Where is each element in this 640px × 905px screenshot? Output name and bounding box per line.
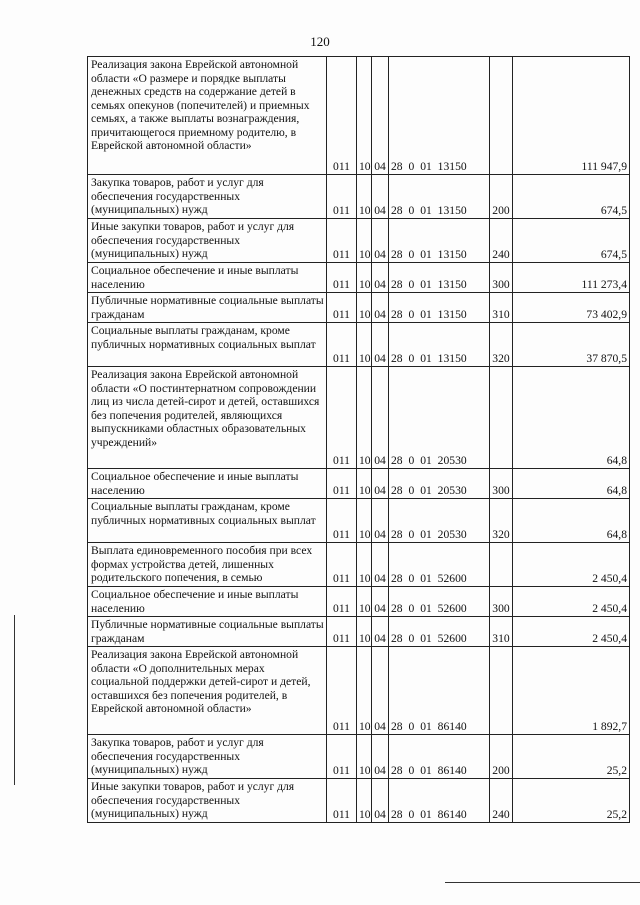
- table-row: [88, 367, 630, 469]
- ministry-code: 011: [327, 219, 357, 263]
- target-article-code: 28 0 01 86140: [389, 779, 490, 823]
- ministry-code: 011: [327, 293, 357, 323]
- ministry-code: 011: [327, 647, 357, 735]
- table-row: [88, 735, 630, 779]
- row-amount: 73 402,9: [513, 293, 630, 323]
- row-amount: 37 870,5: [513, 323, 630, 367]
- target-article-code: 28 0 01 20530: [389, 469, 490, 499]
- expense-type-code: 320: [490, 499, 513, 543]
- row-name: Социальные выплаты гражданам, кроме публичных нормативных социальных выплат: [88, 323, 327, 367]
- ministry-code: 011: [327, 587, 357, 617]
- target-article-code: 28 0 01 13150: [389, 219, 490, 263]
- ministry-code: 011: [327, 735, 357, 779]
- table-row: [88, 323, 630, 367]
- table-row: [88, 617, 630, 647]
- ministry-code: 011: [327, 263, 357, 293]
- table-row: [88, 293, 630, 323]
- table-row: [88, 263, 630, 293]
- section-code: 10: [357, 57, 372, 175]
- target-article-code: 28 0 01 86140: [389, 735, 490, 779]
- row-name: Социальное обеспечение и иные выплаты населению: [88, 469, 327, 499]
- row-amount: 111 947,9: [513, 57, 630, 175]
- expense-type-code: 310: [490, 293, 513, 323]
- expense-type-code: [490, 647, 513, 735]
- subsection-code: 04: [372, 263, 389, 293]
- scan-edge-line: [14, 615, 15, 785]
- row-amount: 2 450,4: [513, 587, 630, 617]
- row-amount: 25,2: [513, 735, 630, 779]
- row-name: Закупка товаров, работ и услуг для обеспечения государственных (муниципальных) нужд: [88, 735, 327, 779]
- target-article-code: 28 0 01 20530: [389, 367, 490, 469]
- subsection-code: 04: [372, 617, 389, 647]
- target-article-code: 28 0 01 52600: [389, 543, 490, 587]
- table-row: [88, 57, 630, 175]
- table-row: [88, 469, 630, 499]
- row-name: Публичные нормативные социальные выплаты гражданам: [88, 293, 327, 323]
- subsection-code: 04: [372, 543, 389, 587]
- section-code: 10: [357, 323, 372, 367]
- expense-type-code: 320: [490, 323, 513, 367]
- expense-type-code: 300: [490, 469, 513, 499]
- subsection-code: 04: [372, 323, 389, 367]
- expense-type-code: [490, 57, 513, 175]
- target-article-code: 28 0 01 13150: [389, 175, 490, 219]
- subsection-code: 04: [372, 367, 389, 469]
- row-amount: 25,2: [513, 779, 630, 823]
- expense-type-code: 200: [490, 735, 513, 779]
- row-name: Закупка товаров, работ и услуг для обеспечения государственных (муниципальных) нужд: [88, 175, 327, 219]
- expense-type-code: 300: [490, 263, 513, 293]
- subsection-code: 04: [372, 779, 389, 823]
- row-name: Реализация закона Еврейской автономной области «О постинтернатном сопровождении лиц из числа детей-сирот и детей, оставшихся без попечения родителей, являющихся выпускниками областных образовательных учреждений»: [88, 367, 327, 469]
- section-code: 10: [357, 175, 372, 219]
- section-code: 10: [357, 219, 372, 263]
- subsection-code: 04: [372, 499, 389, 543]
- ministry-code: 011: [327, 367, 357, 469]
- subsection-code: 04: [372, 647, 389, 735]
- scan-bottom-line: [445, 882, 640, 883]
- row-name: Реализация закона Еврейской автономной области «О размере и порядке выплаты денежных средств на содержание детей в семьях опекунов (попечителей) и приемных семьях, а также выплаты вознаграждения, причитающегося приемному родителю, в Еврейской автономной области»: [88, 57, 327, 175]
- section-code: 10: [357, 469, 372, 499]
- page-number: 120: [310, 34, 330, 49]
- table-row: [88, 779, 630, 823]
- section-code: 10: [357, 367, 372, 469]
- expense-type-code: 300: [490, 587, 513, 617]
- row-amount: 64,8: [513, 499, 630, 543]
- expense-type-code: 310: [490, 617, 513, 647]
- expense-type-code: [490, 367, 513, 469]
- section-code: 10: [357, 779, 372, 823]
- section-code: 10: [357, 587, 372, 617]
- ministry-code: 011: [327, 323, 357, 367]
- subsection-code: 04: [372, 219, 389, 263]
- ministry-code: 011: [327, 57, 357, 175]
- row-amount: 2 450,4: [513, 617, 630, 647]
- ministry-code: 011: [327, 469, 357, 499]
- row-amount: 64,8: [513, 469, 630, 499]
- row-amount: 1 892,7: [513, 647, 630, 735]
- table-row: [88, 647, 630, 735]
- target-article-code: 28 0 01 13150: [389, 57, 490, 175]
- row-amount: 674,5: [513, 219, 630, 263]
- row-name: Социальные выплаты гражданам, кроме публичных нормативных социальных выплат: [88, 499, 327, 543]
- row-amount: 64,8: [513, 367, 630, 469]
- row-name: Иные закупки товаров, работ и услуг для обеспечения государственных (муниципальных) нужд: [88, 219, 327, 263]
- section-code: 10: [357, 293, 372, 323]
- expense-type-code: 200: [490, 175, 513, 219]
- target-article-code: 28 0 01 52600: [389, 617, 490, 647]
- ministry-code: 011: [327, 617, 357, 647]
- row-name: Реализация закона Еврейской автономной области «О дополнительных мерах социальной поддержки детей-сирот и детей, оставшихся без попечения родителей, в Еврейской автономной области»: [88, 647, 327, 735]
- target-article-code: 28 0 01 86140: [389, 647, 490, 735]
- row-name: Иные закупки товаров, работ и услуг для обеспечения государственных (муниципальных) нужд: [88, 779, 327, 823]
- row-amount: 111 273,4: [513, 263, 630, 293]
- table-row: [88, 219, 630, 263]
- row-amount: 674,5: [513, 175, 630, 219]
- row-name: Выплата единовременного пособия при всех формах устройства детей, лишенных родительского попечения, в семью: [88, 543, 327, 587]
- subsection-code: 04: [372, 57, 389, 175]
- target-article-code: 28 0 01 52600: [389, 587, 490, 617]
- target-article-code: 28 0 01 13150: [389, 323, 490, 367]
- section-code: 10: [357, 647, 372, 735]
- ministry-code: 011: [327, 779, 357, 823]
- budget-table: [87, 56, 630, 823]
- section-code: 10: [357, 543, 372, 587]
- table-row: [88, 499, 630, 543]
- subsection-code: 04: [372, 469, 389, 499]
- subsection-code: 04: [372, 735, 389, 779]
- expense-type-code: 240: [490, 219, 513, 263]
- section-code: 10: [357, 263, 372, 293]
- target-article-code: 28 0 01 13150: [389, 293, 490, 323]
- section-code: 10: [357, 735, 372, 779]
- row-amount: 2 450,4: [513, 543, 630, 587]
- target-article-code: 28 0 01 20530: [389, 499, 490, 543]
- section-code: 10: [357, 617, 372, 647]
- subsection-code: 04: [372, 293, 389, 323]
- ministry-code: 011: [327, 499, 357, 543]
- expense-type-code: 240: [490, 779, 513, 823]
- target-article-code: 28 0 01 13150: [389, 263, 490, 293]
- row-name: Публичные нормативные социальные выплаты гражданам: [88, 617, 327, 647]
- table-row: [88, 175, 630, 219]
- ministry-code: 011: [327, 543, 357, 587]
- table-row: [88, 543, 630, 587]
- ministry-code: 011: [327, 175, 357, 219]
- row-name: Социальное обеспечение и иные выплаты населению: [88, 263, 327, 293]
- subsection-code: 04: [372, 587, 389, 617]
- table-row: [88, 587, 630, 617]
- subsection-code: 04: [372, 175, 389, 219]
- expense-type-code: [490, 543, 513, 587]
- section-code: 10: [357, 499, 372, 543]
- row-name: Социальное обеспечение и иные выплаты населению: [88, 587, 327, 617]
